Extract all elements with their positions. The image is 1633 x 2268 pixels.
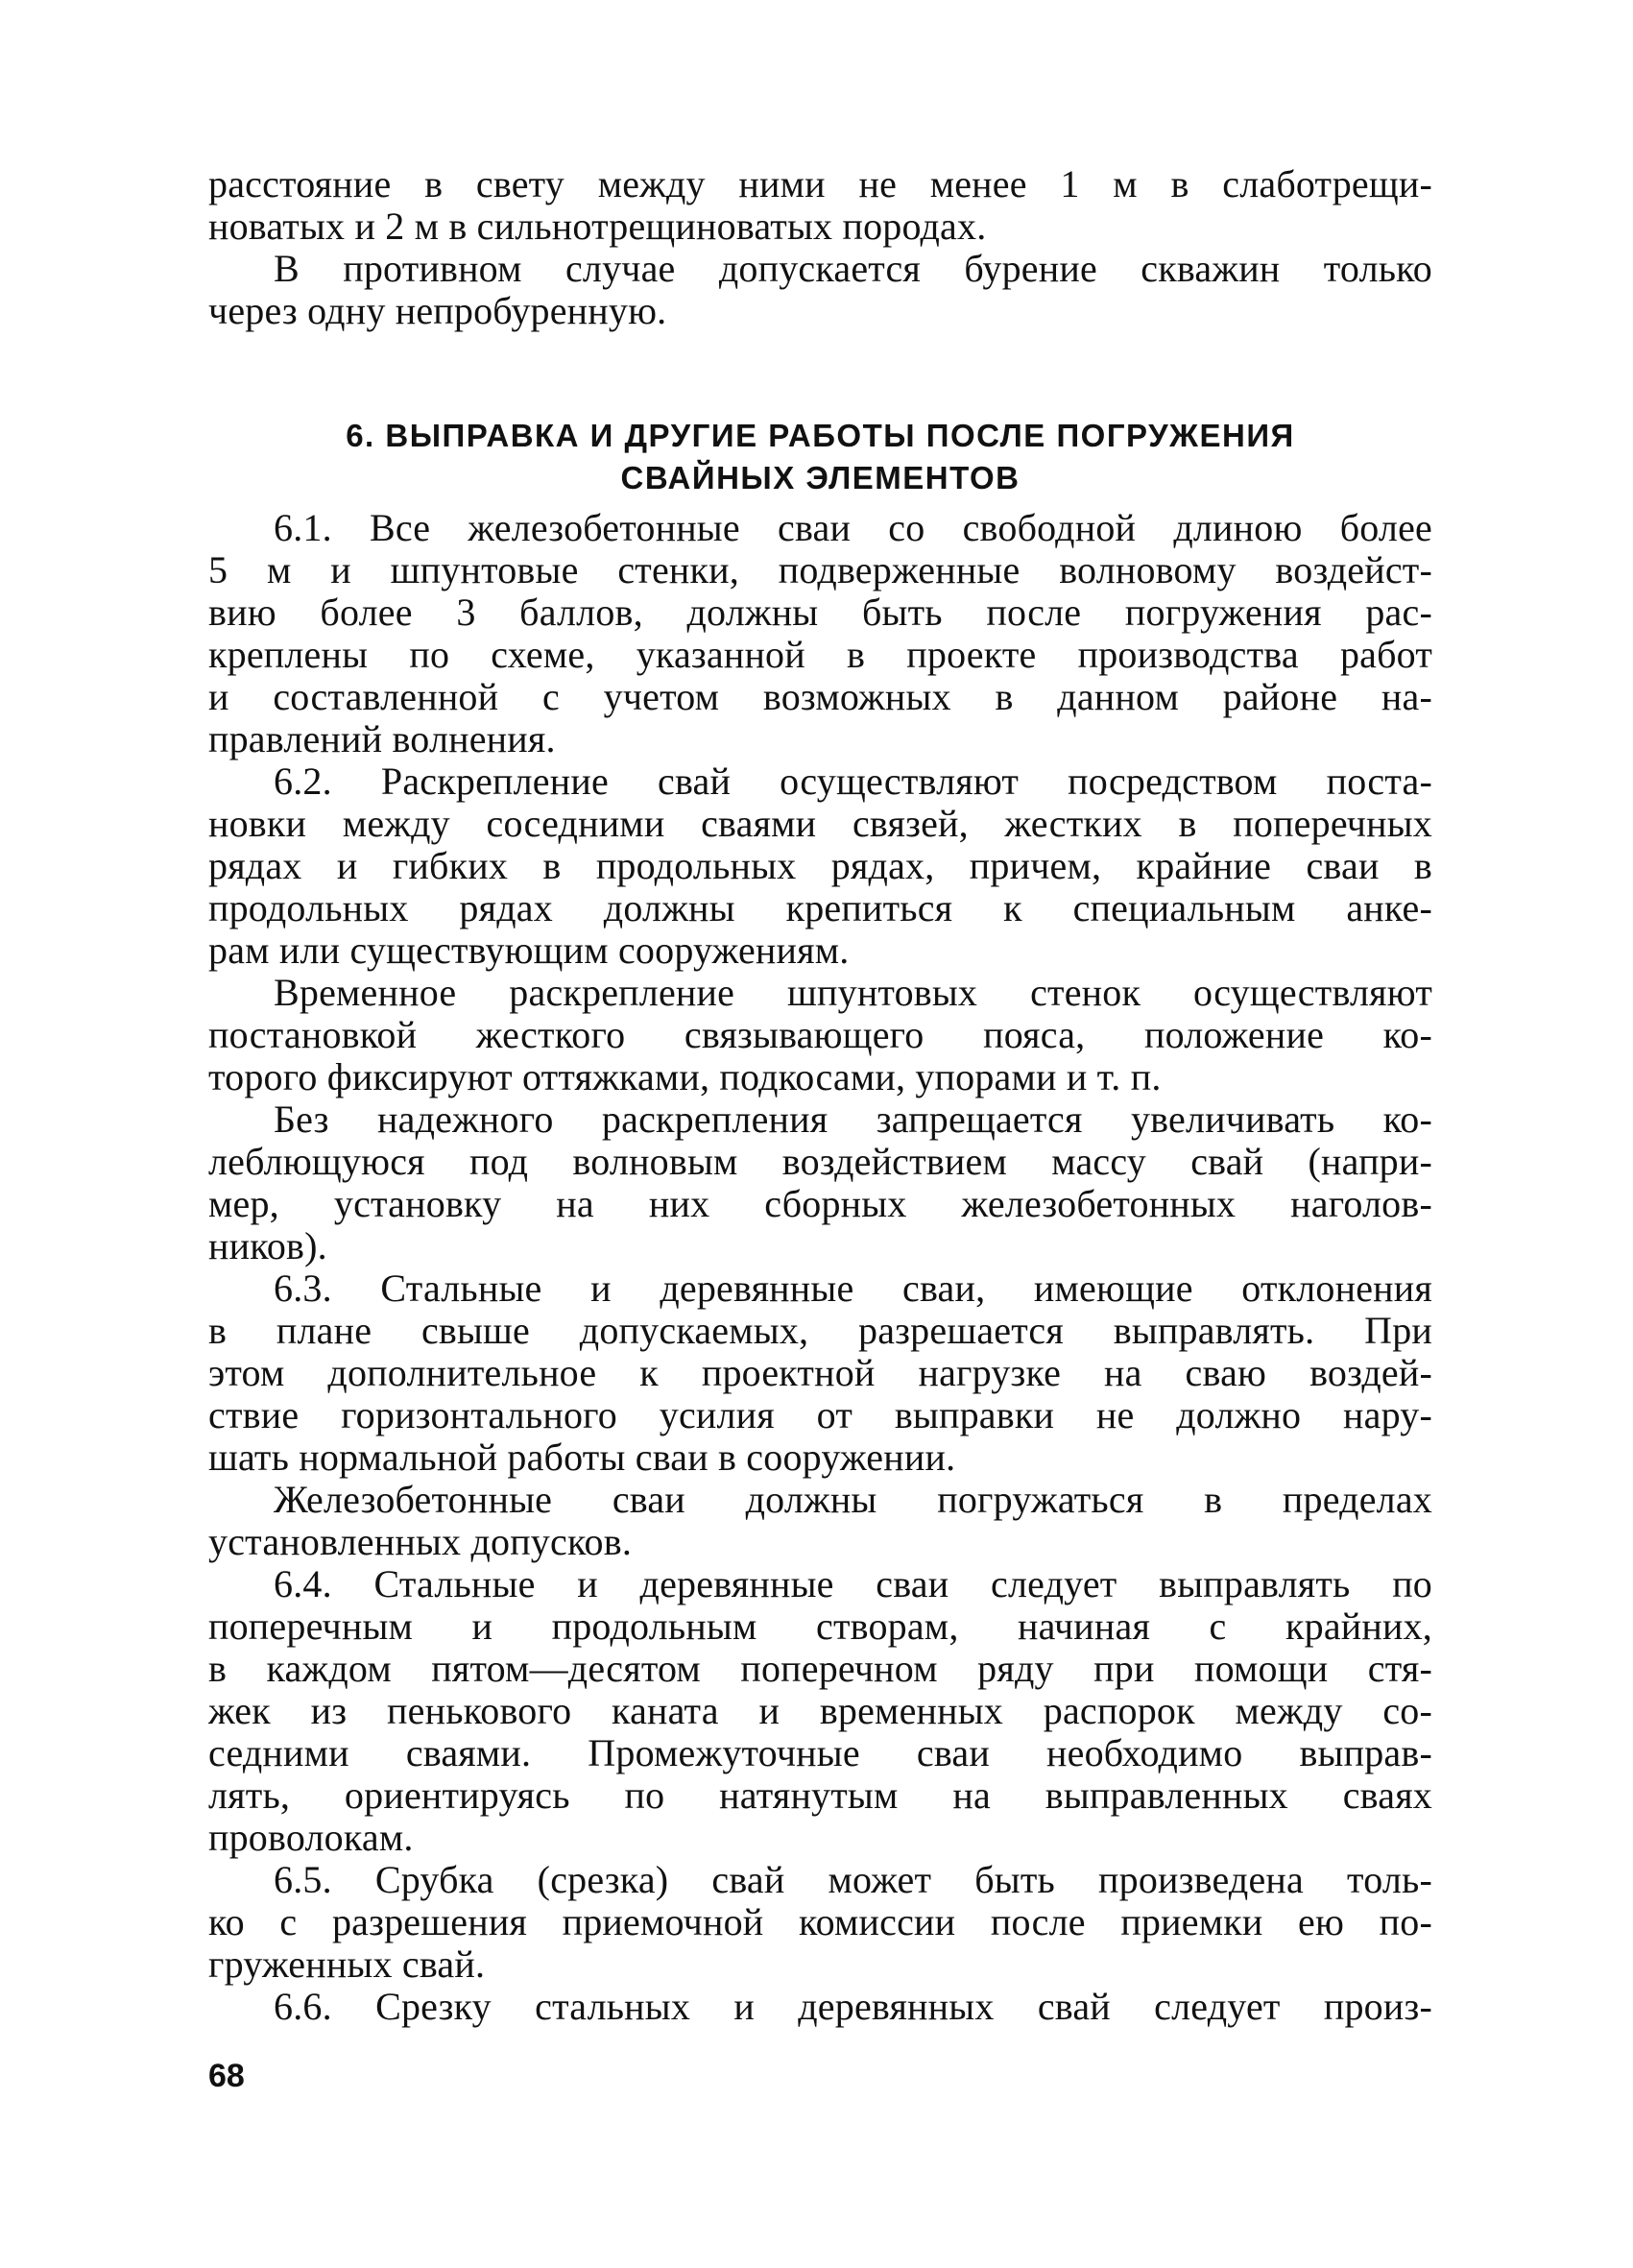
section-heading-line: СВАЙНЫХ ЭЛЕМЕНТОВ xyxy=(620,460,1021,495)
text-line: рядах и гибких в продольных рядах, причем, крайние сваи в xyxy=(208,844,1432,887)
page-number: 68 xyxy=(208,2058,245,2094)
text-line: поперечным и продольным створам, начиная с крайних, xyxy=(208,1604,1432,1648)
text-line: правлений волнения. xyxy=(208,717,556,760)
text-line: в каждом пятом—десятом поперечном ряду при помощи стя- xyxy=(208,1647,1432,1690)
text-line: торого фиксируют оттяжками, подкосами, упорами и т. п. xyxy=(208,1055,1162,1098)
text-line: продольных рядах должны крепиться к специальным анке- xyxy=(208,886,1432,929)
text-line: 6.1. Все железобетонные сваи со свободной длиною более xyxy=(274,506,1432,549)
text-line: 6.3. Стальные и деревянные сваи, имеющие отклонения xyxy=(274,1267,1432,1310)
text-line: жек из пенькового каната и временных распорок между со- xyxy=(208,1689,1432,1732)
text-line: новки между соседними сваями связей, жестких в поперечных xyxy=(208,802,1432,845)
document-page xyxy=(208,163,1432,2028)
text-line: 6.2. Раскрепление свай осуществляют посредством поста- xyxy=(274,760,1432,803)
text-line: установленных допусков. xyxy=(208,1520,633,1563)
text-line: и составленной с учетом возможных в данном районе на- xyxy=(208,675,1432,718)
text-line: 6.5. Срубка (срезка) свай может быть произведена толь- xyxy=(274,1858,1432,1901)
text-line: В противном случае допускается бурение скважин только xyxy=(274,247,1432,290)
text-line: груженных свай. xyxy=(208,1942,486,1986)
text-line: рам или существующим сооружениям. xyxy=(208,929,850,972)
text-line: креплены по схеме, указанной в проекте производства работ xyxy=(208,633,1432,676)
intro-paragraphs xyxy=(208,163,1432,332)
text-line: шать нормальной работы сваи в сооружении. xyxy=(208,1436,956,1479)
text-line: Без надежного раскрепления запрещается увеличивать ко- xyxy=(274,1098,1432,1141)
text-line: Железобетонные сваи должны погружаться в пределах xyxy=(274,1478,1432,1521)
text-line: Временное раскрепление шпунтовых стенок осуществляют xyxy=(274,971,1432,1014)
text-line: 5 м и шпунтовые стенки, подверженные волновому воздейст- xyxy=(208,548,1432,591)
text-line: вию более 3 баллов, должны быть после погружения рас- xyxy=(208,591,1432,634)
text-line: ко с разрешения приемочной комиссии после приемки ею по- xyxy=(208,1900,1432,1943)
text-line: этом дополнительное к проектной нагрузке на сваю воздей- xyxy=(208,1351,1432,1394)
section-heading-line: 6. ВЫПРАВКА И ДРУГИЕ РАБОТЫ ПОСЛЕ ПОГРУЖЕНИЯ xyxy=(346,418,1295,453)
text-line: леблющуюся под волновым воздействием массу свай (напри- xyxy=(208,1140,1432,1183)
text-line: 6.4. Стальные и деревянные сваи следует выправлять по xyxy=(274,1562,1432,1605)
text-line: новатых и 2 м в сильнотрещиноватых породах. xyxy=(208,205,987,248)
text-line: ствие горизонтального усилия от выправки не должно нару- xyxy=(208,1393,1432,1436)
text-line: постановкой жесткого связывающего пояса, положение ко- xyxy=(208,1013,1432,1056)
section-body xyxy=(208,507,1432,2028)
text-line: в плане свыше допускаемых, разрешается выправлять. При xyxy=(208,1309,1432,1352)
text-line: лять, ориентируясь по натянутым на выправленных сваях xyxy=(208,1773,1432,1817)
text-line: 6.6. Срезку стальных и деревянных свай следует произ- xyxy=(274,1985,1432,2028)
section-heading xyxy=(208,415,1432,499)
text-line: седними сваями. Промежуточные сваи необходимо выправ- xyxy=(208,1731,1432,1774)
text-line: через одну непробуренную. xyxy=(208,289,667,332)
text-line: проволокам. xyxy=(208,1816,414,1859)
text-line: ников). xyxy=(208,1224,327,1267)
text-line: расстояние в свету между ними не менее 1 м в слаботрещи- xyxy=(208,162,1432,205)
text-line: мер, установку на них сборных железобетонных наголов- xyxy=(208,1182,1432,1225)
